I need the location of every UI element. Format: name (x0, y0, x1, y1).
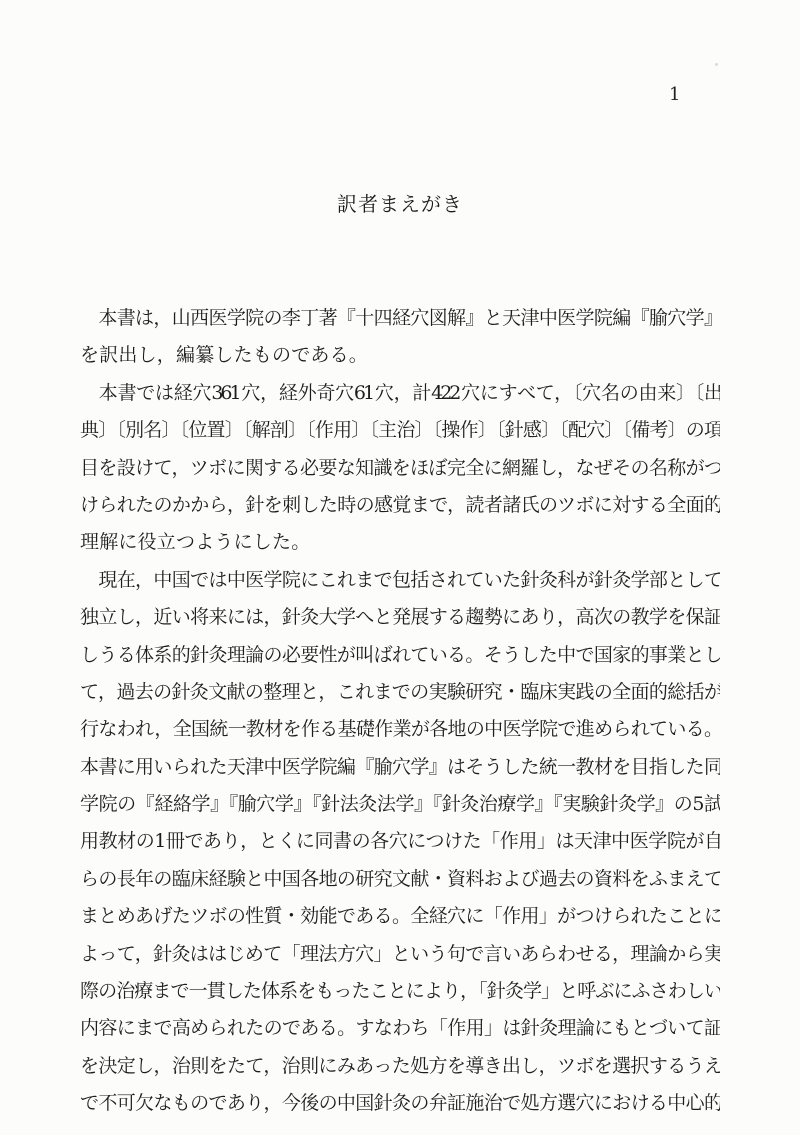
text-line: を訳出し，編纂したものである。 (80, 344, 369, 367)
text-line: 用教材の1冊であり，とくに同書の各穴につけた「作用」は天津中医学院が自 (80, 830, 720, 853)
text-line: を決定し，治則をたて，治則にみあった処方を導き出し，ツボを選択するうえ (80, 1054, 720, 1077)
text-line: まとめあげたツボの性質・効能である。全経穴に「作用」がつけられたことに (80, 905, 720, 928)
text-line: けられたのかから，針を刺した時の感覚まで，読者諸氏のツボに対する全面的 (80, 493, 720, 516)
text-line: 際の治療まで一貫した体系をもったことにより，「針灸学」と呼ぶにふさわしい (80, 980, 720, 1003)
text-line: 現在，中国では中医学院にこれまで包括されていた針灸科が針灸学部として (80, 568, 720, 591)
text-line: 目を設けて，ツボに関する必要な知識をほぼ完全に網羅し，なぜその名称がつ (80, 456, 720, 479)
text-line: 独立し，近い将来には，針灸大学へと発展する趨勢にあり，高次の教学を保証 (80, 606, 720, 629)
preface-body (80, 300, 720, 1123)
text-line: 内容にまで高められたのである。すなわち「作用」は針灸理論にもとづいて証 (80, 1017, 720, 1040)
text-line: よって，針灸ははじめて「理法方穴」という句で言いあらわせる，理論から実 (80, 942, 720, 965)
text-line: 学院の『経絡学』『腧穴学』『針法灸法学』『針灸治療学』『実験針灸学』の5試 (80, 793, 720, 816)
page-number: 1 (669, 84, 681, 105)
text-line: 理解に役立つようにした。 (80, 531, 311, 554)
text-line: 本書は，山西医学院の李丁著『十四経穴図解』と天津中医学院編『腧穴学』 (80, 307, 720, 329)
text-line: しうる体系的針灸理論の必要性が叫ばれている。そうした中で国家的事業とし (80, 643, 720, 666)
text-line: 本書に用いられた天津中医学院編『腧穴学』はそうした統一教材を目指した同 (80, 755, 720, 778)
text-line: で不可欠なものであり，今後の中国針灸の弁証施治で処方選穴における中心的 (80, 1092, 720, 1115)
page-title: 訳者まえがき (337, 192, 463, 216)
text-line: らの長年の臨床経験と中国各地の研究文献・資料および過去の資料をふまえて (80, 867, 720, 890)
text-line: 本書では経穴361穴，経外奇穴61穴，計422穴にすべて，〔穴名の由来〕〔出 (80, 381, 720, 404)
scan-speck (715, 63, 718, 66)
text-line: 行なわれ，全国統一教材を作る基礎作業が各地の中医学院で進められている。 (80, 718, 720, 741)
text-line: 典〕〔別名〕〔位置〕〔解剖〕〔作用〕〔主治〕〔操作〕〔針感〕〔配穴〕〔備考〕の項 (80, 419, 720, 442)
text-line: て，過去の針灸文献の整理と，これまでの実験研究・臨床実践の全面的総括が (80, 680, 720, 703)
